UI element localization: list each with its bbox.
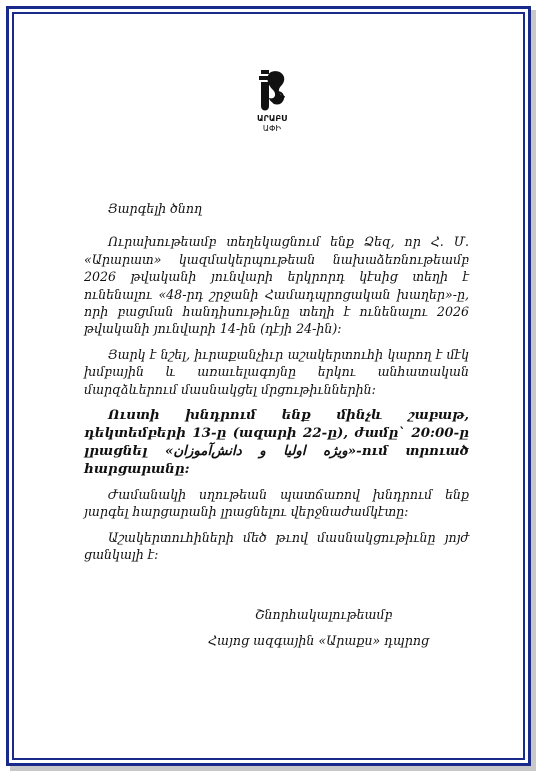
paragraph-respect-deadline: Ժամանակի սղութեան պատճառով խնդրում ենք յարգել հարցարանի լրացնելու վերջնաժամկէտը:	[84, 487, 469, 520]
ararat-logo-icon	[247, 64, 297, 134]
paragraph-closing: Աշակերտուհիների մեծ թւով մասնակցութիւնը յոյժ ցանկալի է:	[84, 529, 469, 563]
paragraph-participation: Յարկ է նշել, իւրաքանչիւր աշակերտուհի կարող է մէկ խմբային և առաւելագոյնը երկու անհատական մարզձևերում մասնակցել մրցութիւններին:	[84, 346, 469, 397]
logo-name: ԱՐԱԲՍ	[256, 114, 288, 123]
letter-body	[84, 200, 469, 572]
paragraph-announcement: Ուրախութեամբ տեղեկացնում ենք Ձեզ, որ Հ. Մ. «Արարատ» կազմակերպութեան նախաձեռնութեամբ 2026 թվականի յունվարի երկրորդ կէսից տեղի է ունենալու «48-րդ շրջանի Համադպրոցական խաղեր»-ը, որի բացման հանդիսութիւնը տեղի է ունենալու 2026 թվականի յունվարի 14-ին (դէյի 24-ին):	[84, 234, 469, 337]
paragraph-deadline: Ուստի խնդրում ենք մինչև շաբաթ, դեկտեմբերի 13-ը (ազարի 22-ը), ժամը` 20:00-ը լրացնել «ویژه اولیا و دانش‌آموزان»-ում տրուած հարցարանը:	[84, 407, 469, 478]
signature-thanks: Շնորհակալութեամբ	[255, 607, 393, 622]
signature-organization: Հայոց ազգային «Արաքս» դպրոց	[208, 633, 430, 648]
logo-sub: ԱՓԻ	[262, 124, 282, 133]
page-shadow-bottom	[10, 766, 536, 771]
greeting: Յարգելի ծնող	[108, 201, 203, 216]
page-shadow-right	[531, 10, 536, 770]
